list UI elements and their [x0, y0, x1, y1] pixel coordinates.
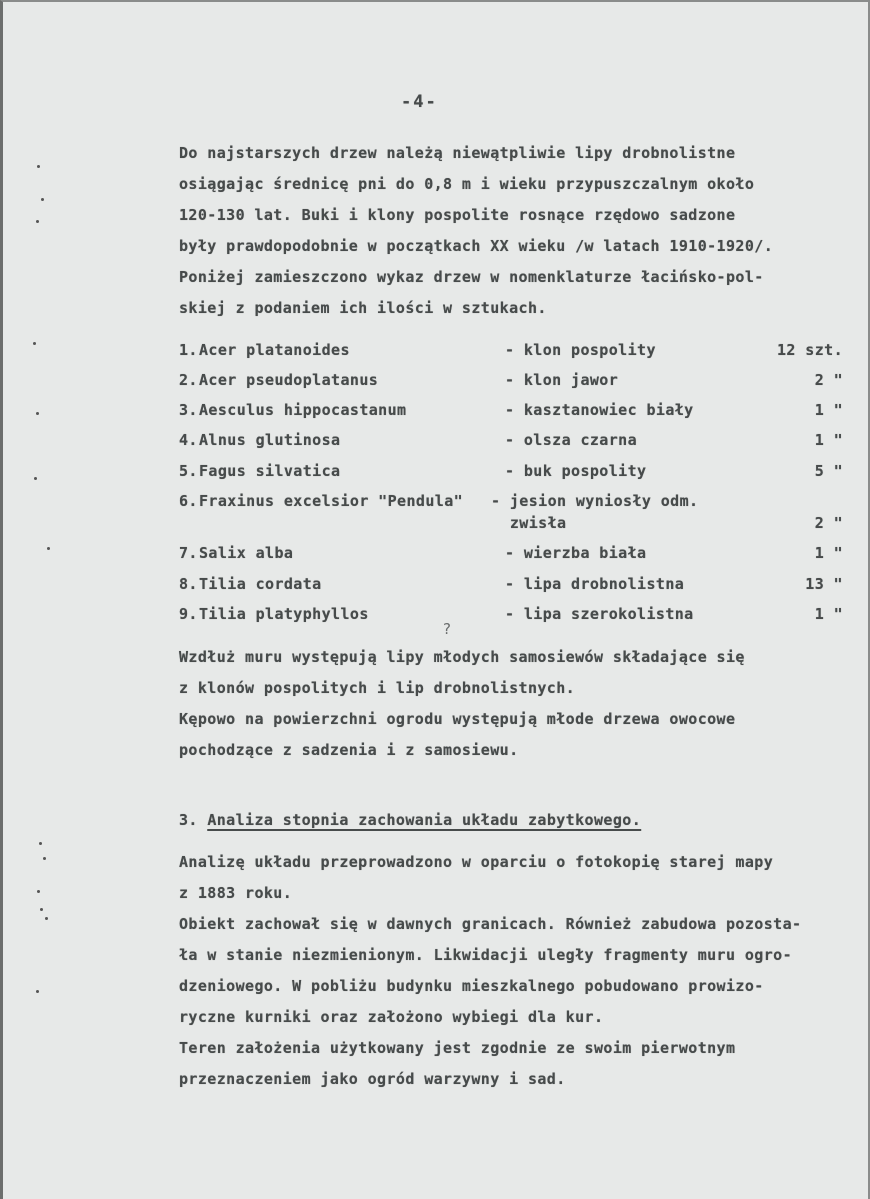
- section-line-2: z 1883 roku.: [179, 884, 293, 902]
- tree-latin-name: Aesculus hippocastanum: [199, 401, 407, 419]
- tree-num: 7.: [179, 544, 198, 562]
- tree-num: 6.: [179, 492, 198, 510]
- handwritten-question-mark: ?: [443, 620, 451, 638]
- intro-line-2: osiągając średnicę pni do 0,8 m i wieku przypuszczalnym około: [179, 175, 755, 193]
- scan-speck: [33, 342, 36, 345]
- tree-num: 9.: [179, 605, 198, 623]
- section-line-3: Obiekt zachował się w dawnych granicach. Również zabudowa pozosta-: [179, 915, 802, 933]
- tree-num: 3.: [179, 401, 198, 419]
- tree-polish-name: - wierzba biała: [505, 544, 647, 562]
- scan-speck: [37, 165, 40, 168]
- tree-latin-name: Tilia platyphyllos: [199, 605, 369, 623]
- tree-count: 1 ": [814, 605, 843, 623]
- intro-line-6: skiej z podaniem ich ilości w sztukach.: [179, 299, 547, 317]
- tree-num: 1.: [179, 341, 198, 359]
- scan-speck: [36, 990, 39, 993]
- section-line-7: Teren założenia użytkowany jest zgodnie ze swoim pierwotnym: [179, 1039, 736, 1057]
- intro-line-1: Do najstarszych drzew należą niewątpliwie lipy drobnolistne: [179, 144, 736, 162]
- tree-polish-name: - lipa szerokolistna: [505, 605, 694, 623]
- tree-latin-name: Tilia cordata: [199, 575, 322, 593]
- scan-speck: [36, 220, 39, 223]
- tree-count: 5 ": [814, 462, 843, 480]
- tree-count: 13 ": [805, 575, 843, 593]
- section-line-5: dzeniowego. W pobliżu budynku mieszkalnego pobudowano prowizo-: [179, 977, 764, 995]
- tree-count: 1 ": [814, 544, 843, 562]
- scan-speck: [41, 198, 44, 201]
- page-number: -4-: [401, 92, 438, 112]
- intro-line-3: 120-130 lat. Buki i klony pospolite rosnące rzędowo sadzone: [179, 206, 736, 224]
- scan-speck: [39, 842, 42, 845]
- scan-speck: [36, 412, 39, 415]
- intro-line-4: były prawdopodobnie w początkach XX wieku /w latach 1910-1920/.: [179, 237, 774, 255]
- scan-speck: [45, 917, 48, 920]
- tree-polish-name: - buk pospolity: [505, 462, 647, 480]
- tree-polish-name: - klon jawor: [505, 371, 619, 389]
- tree-latin-name: Alnus glutinosa: [199, 431, 341, 449]
- scan-speck: [47, 547, 50, 550]
- tree-latin-name: Fagus silvatica: [199, 462, 341, 480]
- tree-num: 4.: [179, 431, 198, 449]
- intro-line-5: Poniżej zamieszczono wykaz drzew w nomenklaturze łacińsko-pol-: [179, 268, 764, 286]
- section-line-1: Analizę układu przeprowadzono w oparciu o fotokopię starej mapy: [179, 853, 774, 871]
- tree-count: 2 ": [814, 514, 843, 532]
- tree-polish-name: - klon pospolity: [505, 341, 656, 359]
- tree-count: 1 ": [814, 401, 843, 419]
- tree-polish-name-continued: zwisła: [491, 514, 567, 532]
- tree-count: 12 szt.: [776, 341, 843, 359]
- tree-polish-name: - olsza czarna: [505, 431, 638, 449]
- section-title: Analiza stopnia zachowania układu zabytkowego.: [207, 811, 642, 829]
- tree-latin-name: Acer pseudoplatanus: [199, 371, 379, 389]
- after-table-line-1: Wzdłuż muru występują lipy młodych samosiewów składające się: [179, 648, 745, 666]
- section-line-6: ryczne kurniki oraz założono wybiegi dla kur.: [179, 1008, 604, 1026]
- after-table-line-3: Kępowo na powierzchni ogrodu występują młode drzewa owocowe: [179, 710, 736, 728]
- tree-latin-name: Salix alba: [199, 544, 294, 562]
- section-number: 3.: [179, 811, 198, 829]
- scan-speck: [43, 857, 46, 860]
- tree-num: 2.: [179, 371, 198, 389]
- tree-num: 8.: [179, 575, 198, 593]
- after-table-line-4: pochodzące z sadzenia i z samosiewu.: [179, 741, 519, 759]
- scan-speck: [37, 890, 40, 893]
- tree-polish-name: - jesion wyniosły odm.: [491, 492, 699, 510]
- tree-count: 1 ": [814, 431, 843, 449]
- scan-speck: [40, 908, 43, 911]
- tree-count: 2 ": [814, 371, 843, 389]
- tree-num: 5.: [179, 462, 198, 480]
- scan-speck: [34, 477, 37, 480]
- after-table-line-2: z klonów pospolitych i lip drobnolistnych.: [179, 679, 576, 697]
- section-line-4: ła w stanie niezmienionym. Likwidacji uległy fragmenty muru ogro-: [179, 946, 792, 964]
- section-line-8: przeznaczeniem jako ogród warzywny i sad.: [179, 1070, 566, 1088]
- tree-latin-name: Acer platanoides: [199, 341, 350, 359]
- tree-latin-name: Fraxinus excelsior "Pendula": [199, 492, 464, 510]
- section-heading: [179, 811, 641, 829]
- tree-polish-name: - kasztanowiec biały: [505, 401, 694, 419]
- tree-polish-name: - lipa drobnolistna: [505, 575, 685, 593]
